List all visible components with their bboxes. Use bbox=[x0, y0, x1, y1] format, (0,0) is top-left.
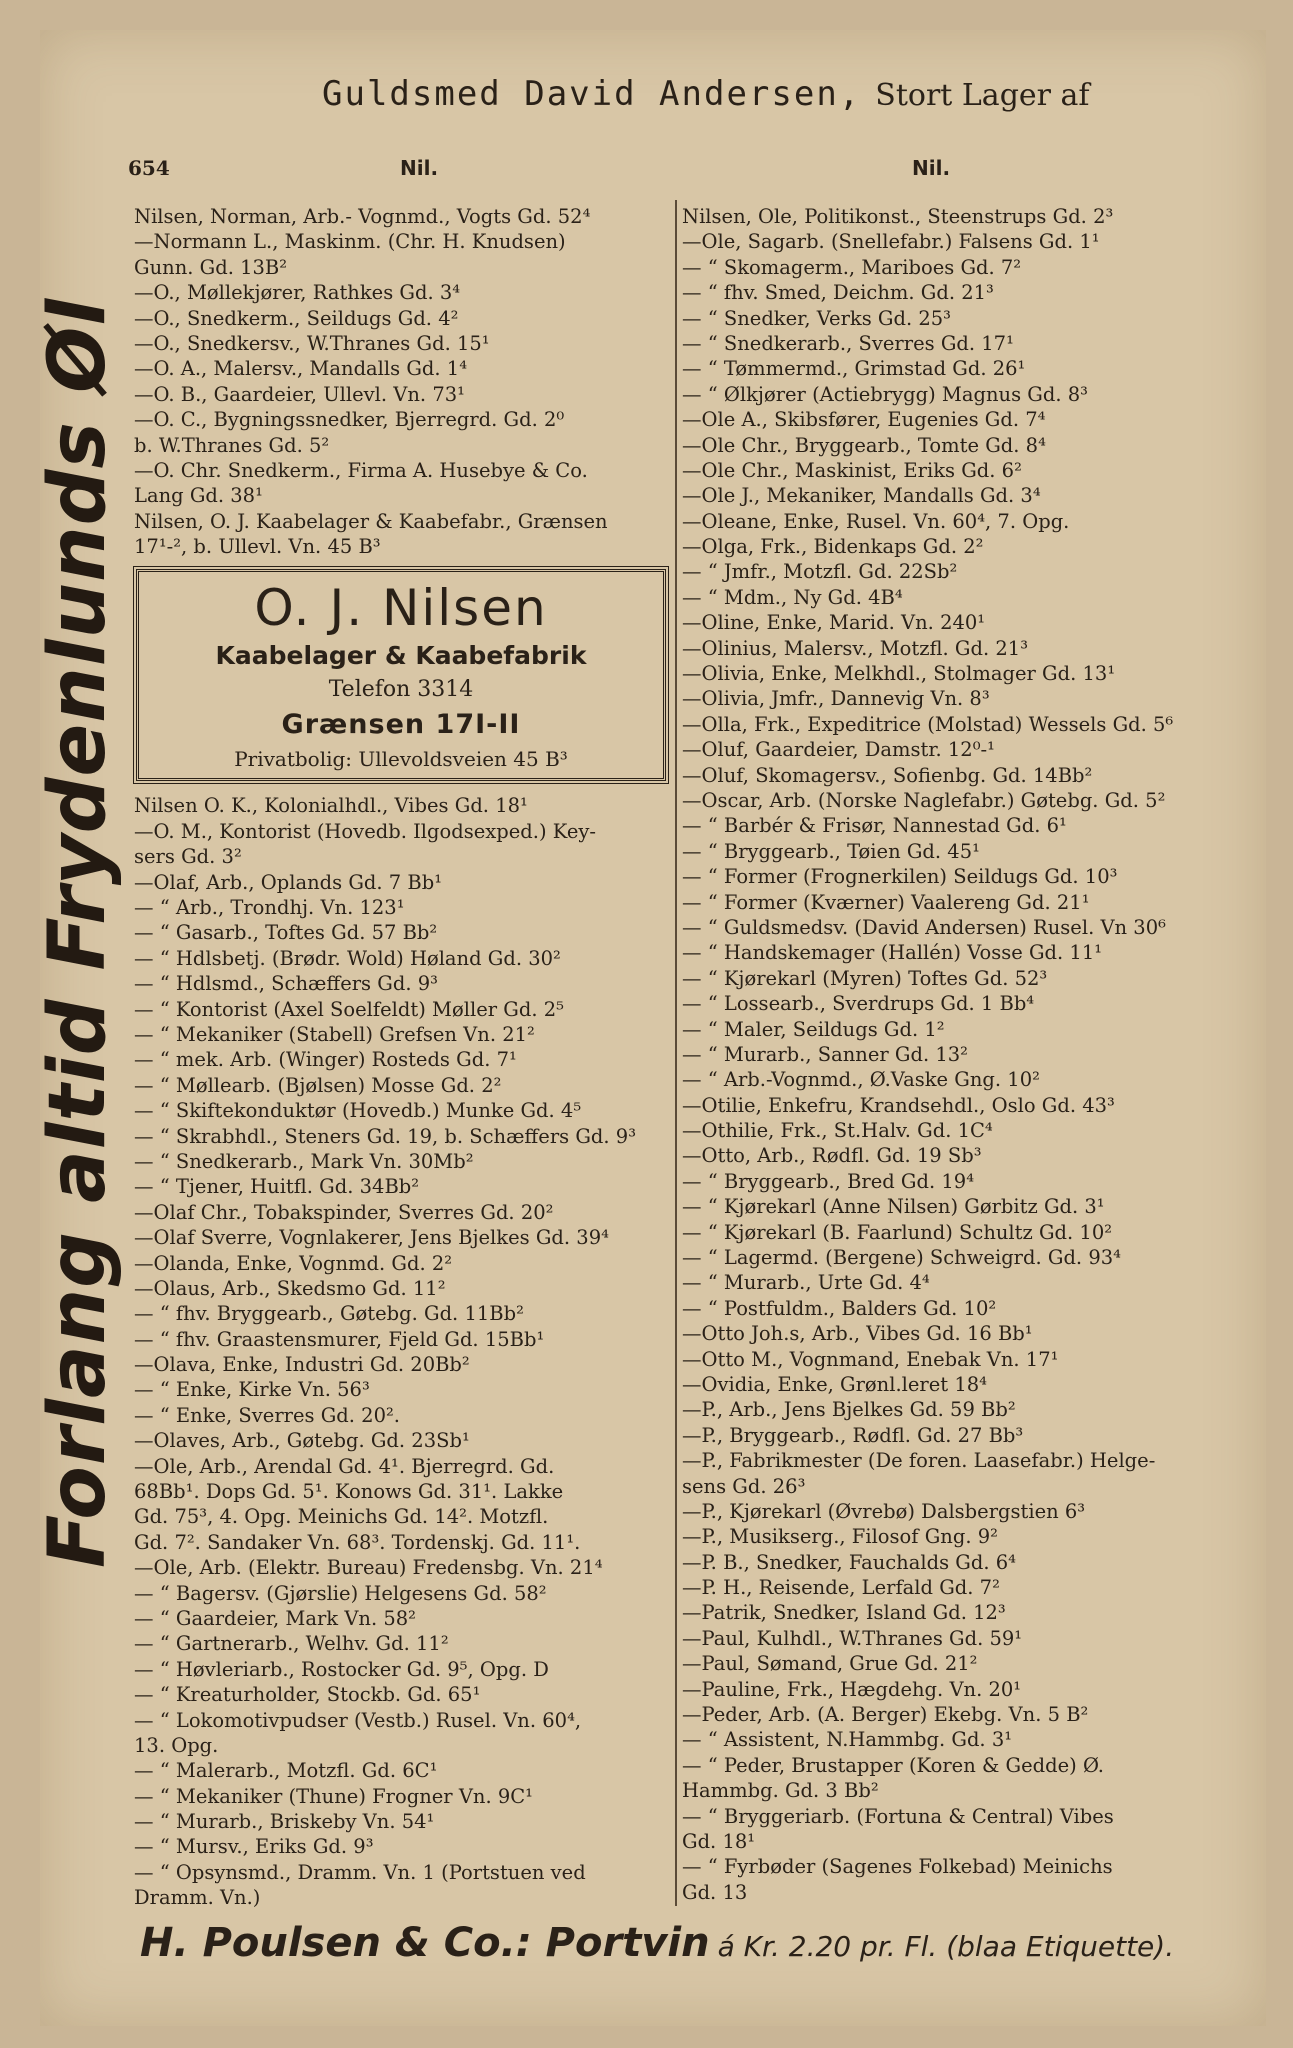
directory-entry: —Ole Chr., Bryggearb., Tomte Gd. 8⁴ bbox=[682, 433, 1046, 457]
directory-entry: — “ Mursv., Eriks Gd. 9³ bbox=[134, 1835, 374, 1859]
box-advertisement bbox=[136, 569, 666, 781]
directory-entry: Gunn. Gd. 13B² bbox=[134, 255, 288, 279]
directory-entry: — “ Murarb., Briskeby Vn. 54¹ bbox=[134, 1810, 435, 1834]
directory-entry: —Oleane, Enke, Rusel. Vn. 60⁴, 7. Opg. bbox=[682, 509, 1070, 533]
directory-entry: sens Gd. 26³ bbox=[682, 1474, 806, 1498]
header-advertisement bbox=[322, 74, 1222, 114]
directory-entry: —Peder, Arb. (A. Berger) Ekebg. Vn. 5 B² bbox=[682, 1703, 1089, 1727]
left-top-entries bbox=[134, 204, 678, 559]
directory-entry: b. W.Thranes Gd. 5² bbox=[134, 433, 330, 457]
directory-entry: — “ Snedker, Verks Gd. 25³ bbox=[682, 306, 952, 330]
left-bottom-entries bbox=[134, 793, 678, 1910]
page-number: 654 bbox=[128, 156, 170, 180]
directory-entry: — “ Kontorist (Axel Soelfeldt) Møller Gd. 2⁵ bbox=[134, 997, 564, 1021]
directory-entry: — “ Arb.-Vognmd., Ø.Vaske Gng. 10² bbox=[682, 1068, 1040, 1092]
directory-entry: —Oluf, Gaardeier, Damstr. 12⁰-¹ bbox=[682, 738, 995, 762]
directory-entry: — “ Handskemager (Hallén) Vosse Gd. 11¹ bbox=[682, 941, 1103, 965]
directory-entry: —Ole A., Skibsfører, Eugenies Gd. 7⁴ bbox=[682, 408, 1046, 432]
directory-entry: —Olivia, Jmfr., Dannevig Vn. 8³ bbox=[682, 687, 990, 711]
directory-entry: — “ Jmfr., Motzfl. Gd. 22Sb² bbox=[682, 560, 958, 584]
directory-entry: —Pauline, Frk., Hægdehg. Vn. 20¹ bbox=[682, 1677, 1022, 1701]
directory-entry: —Olaf, Arb., Oplands Gd. 7 Bb¹ bbox=[134, 870, 443, 894]
directory-entry: — “ Arb., Trondhj. Vn. 123¹ bbox=[134, 896, 405, 920]
directory-entry: — “ fhv. Bryggearb., Gøtebg. Gd. 11Bb² bbox=[134, 1302, 524, 1326]
directory-entry: — “ Kreaturholder, Stockb. Gd. 65¹ bbox=[134, 1683, 481, 1707]
directory-entry: Nilsen, O. J. Kaabelager & Kaabefabr., Grænsen bbox=[134, 509, 608, 533]
directory-entry: — “ Bryggeriarb. (Fortuna & Central) Vibes bbox=[682, 1804, 1114, 1828]
directory-entry: —Olaves, Arb., Gøtebg. Gd. 23Sb¹ bbox=[134, 1429, 470, 1453]
directory-entry: —Olaf Chr., Tobakspinder, Sverres Gd. 20² bbox=[134, 1200, 554, 1224]
footer-advertisement bbox=[140, 1920, 1230, 1966]
directory-entry: — “ Mdm., Ny Gd. 4B⁴ bbox=[682, 585, 903, 609]
directory-entry: —Ole J., Mekaniker, Mandalls Gd. 3⁴ bbox=[682, 484, 1041, 508]
directory-entry: —P., Kjørekarl (Øvrebø) Dalsbergstien 6³ bbox=[682, 1499, 1086, 1523]
directory-entry: —Othilie, Frk., St.Halv. Gd. 1C⁴ bbox=[682, 1119, 993, 1143]
directory-entry: — “ Enke, Kirke Vn. 56³ bbox=[134, 1378, 370, 1402]
directory-entry: —P., Fabrikmester (De foren. Laasefabr.) Helge- bbox=[682, 1449, 1156, 1473]
directory-entry: —Oline, Enke, Marid. Vn. 240¹ bbox=[682, 611, 986, 635]
box-ad-subtitle: Kaabelager & Kaabefabrik bbox=[215, 641, 587, 671]
directory-entry: — “ Maler, Seildugs Gd. 1² bbox=[682, 1017, 945, 1041]
directory-entry: —O. A., Malersv., Mandalls Gd. 1⁴ bbox=[134, 357, 468, 381]
directory-entry: Hammbg. Gd. 3 Bb² bbox=[682, 1779, 879, 1803]
directory-entry: — “ Ølkjører (Actiebrygg) Magnus Gd. 8³ bbox=[682, 382, 1088, 406]
directory-entry: —Olivia, Enke, Melkhdl., Stolmager Gd. 13¹ bbox=[682, 662, 1116, 686]
directory-entry: — “ Tjener, Huitfl. Gd. 34Bb² bbox=[134, 1175, 420, 1199]
directory-entry: — “ Enke, Sverres Gd. 20². bbox=[134, 1403, 401, 1427]
directory-entry: — “ Bryggearb., Bred Gd. 19⁴ bbox=[682, 1169, 975, 1193]
directory-entry: —Otilie, Enkefru, Krandsehdl., Oslo Gd. 43³ bbox=[682, 1093, 1115, 1117]
directory-entry: 13. Opg. bbox=[134, 1733, 219, 1757]
directory-entry: — “ fhv. Graastensmurer, Fjeld Gd. 15Bb¹ bbox=[134, 1327, 545, 1351]
directory-entry: —Olinius, Malersv., Motzfl. Gd. 21³ bbox=[682, 636, 1029, 660]
directory-entry: — “ fhv. Smed, Deichm. Gd. 21³ bbox=[682, 281, 994, 305]
box-ad-private: Privatbolig: Ullevoldsveien 45 B³ bbox=[234, 747, 568, 772]
directory-entry: —Olaus, Arb., Skedsmo Gd. 11² bbox=[134, 1276, 446, 1300]
box-ad-name: O. J. Nilsen bbox=[254, 579, 548, 638]
directory-entry: —O. B., Gaardeier, Ullevl. Vn. 73¹ bbox=[134, 382, 465, 406]
directory-entry: — “ Barbér & Frisør, Nannestad Gd. 6¹ bbox=[682, 814, 1067, 838]
directory-entry: —Ole, Sagarb. (Snellefabr.) Falsens Gd. 1¹ bbox=[682, 230, 1100, 254]
directory-entry: —Paul, Kulhdl., W.Thranes Gd. 59¹ bbox=[682, 1626, 1023, 1650]
directory-entry: — “ Malerarb., Motzfl. Gd. 6C¹ bbox=[134, 1759, 438, 1783]
directory-entry: — “ Snedkerarb., Mark Vn. 30Mb² bbox=[134, 1149, 474, 1173]
directory-entry: —Olaf Sverre, Vognlakerer, Jens Bjelkes Gd. 39⁴ bbox=[134, 1226, 609, 1250]
directory-entry: Nilsen, Ole, Politikonst., Steenstrups Gd. 2³ bbox=[682, 205, 1114, 228]
directory-entry: — “ Former (Kværner) Vaalereng Gd. 21¹ bbox=[682, 890, 1090, 914]
footer-ad-name: H. Poulsen & Co.: Portvin bbox=[140, 1920, 710, 1966]
directory-entry: —Otto M., Vognmand, Enebak Vn. 17¹ bbox=[682, 1347, 1059, 1371]
directory-entry: — “ mek. Arb. (Winger) Rosteds Gd. 7¹ bbox=[134, 1048, 517, 1072]
directory-entry: —Ole, Arb. (Elektr. Bureau) Fredensbg. Vn. 21⁴ bbox=[134, 1556, 603, 1580]
directory-entry: — “ Lokomotivpudser (Vestb.) Rusel. Vn. 60⁴, bbox=[134, 1708, 582, 1732]
directory-entry: — “ Hdlsbetj. (Brødr. Wold) Høland Gd. 30² bbox=[134, 946, 561, 970]
directory-entry: —P., Arb., Jens Bjelkes Gd. 59 Bb² bbox=[682, 1398, 1016, 1422]
directory-entry: — “ Kjørekarl (B. Faarlund) Schultz Gd. 10² bbox=[682, 1220, 1113, 1244]
directory-entry: —Otto Joh.s, Arb., Vibes Gd. 16 Bb¹ bbox=[682, 1322, 1033, 1346]
right-entries bbox=[682, 204, 1222, 1905]
directory-entry: —Olga, Frk., Bidenkaps Gd. 2² bbox=[682, 535, 984, 559]
directory-entry: Gd. 13 bbox=[682, 1880, 748, 1904]
directory-entry: — “ Lossearb., Sverdrups Gd. 1 Bb⁴ bbox=[682, 992, 1035, 1016]
directory-entry: —Patrik, Snedker, Island Gd. 12³ bbox=[682, 1601, 1006, 1625]
directory-entry: — “ Mekaniker (Thune) Frogner Vn. 9C¹ bbox=[134, 1784, 533, 1808]
directory-entry: —Oluf, Skomagersv., Sofienbg. Gd. 14Bb² bbox=[682, 763, 1093, 787]
directory-entry: — “ Skiftekonduktør (Hovedb.) Munke Gd. 4⁵ bbox=[134, 1099, 582, 1123]
directory-entry: —O., Snedkerm., Seildugs Gd. 4² bbox=[134, 306, 459, 330]
right-column bbox=[682, 204, 1222, 1905]
directory-entry: — “ Høvleriarb., Rostocker Gd. 9⁵, Opg. D bbox=[134, 1657, 549, 1681]
directory-entry: —Olla, Frk., Expeditrice (Molstad) Wessels Gd. 5⁶ bbox=[682, 712, 1174, 736]
directory-entry: —O., Snedkersv., W.Thranes Gd. 15¹ bbox=[134, 331, 490, 355]
directory-entry: Nilsen O. K., Kolonialhdl., Vibes Gd. 18¹ bbox=[134, 794, 528, 818]
directory-entry: —Ole, Arb., Arendal Gd. 4¹. Bjerregrd. Gd. bbox=[134, 1454, 555, 1478]
directory-entry: —Paul, Sømand, Grue Gd. 21² bbox=[682, 1652, 978, 1676]
directory-entry: 17¹-², b. Ullevl. Vn. 45 B³ bbox=[134, 535, 381, 559]
directory-entry: — “ Skrabhdl., Steners Gd. 19, b. Schæffers Gd. 9³ bbox=[134, 1124, 637, 1148]
directory-entry: —Oscar, Arb. (Norske Naglefabr.) Gøtebg. Gd. 5² bbox=[682, 788, 1166, 812]
directory-entry: —Olanda, Enke, Vognmd. Gd. 2² bbox=[134, 1251, 453, 1275]
directory-entry: — “ Lagermd. (Bergene) Schweigrd. Gd. 93⁴ bbox=[682, 1246, 1121, 1270]
directory-entry: —Normann L., Maskinm. (Chr. H. Knudsen) bbox=[134, 230, 566, 254]
directory-entry: —Ovidia, Enke, Grønl.leret 18⁴ bbox=[682, 1372, 987, 1396]
box-ad-telefon: Telefon 3314 bbox=[328, 677, 474, 703]
directory-entry: —P. H., Reisende, Lerfald Gd. 7² bbox=[682, 1576, 1000, 1600]
directory-entry: — “ Gasarb., Toftes Gd. 57 Bb² bbox=[134, 921, 438, 945]
directory-entry: —O. M., Kontorist (Hovedb. Ilgodsexped.) Key- bbox=[134, 819, 596, 843]
directory-entry: — “ Opsynsmd., Dramm. Vn. 1 (Portstuen ved bbox=[134, 1860, 586, 1884]
directory-entry: — “ Murarb., Sanner Gd. 13² bbox=[682, 1042, 968, 1066]
directory-entry: —P., Bryggearb., Rødfl. Gd. 27 Bb³ bbox=[682, 1423, 1024, 1447]
directory-entry: —O. C., Bygningssnedker, Bjerregrd. Gd. 2⁰ bbox=[134, 408, 565, 432]
directory-entry: sers Gd. 3² bbox=[134, 845, 242, 869]
footer-ad-rest: á Kr. 2.20 pr. Fl. (blaa Etiquette). bbox=[717, 1930, 1175, 1963]
directory-entry: Nilsen, Norman, Arb.- Vognmd., Vogts Gd. 52⁴ bbox=[134, 205, 591, 228]
directory-entry: —P. B., Snedker, Fauchalds Gd. 6⁴ bbox=[682, 1550, 1016, 1574]
directory-entry: — “ Mekaniker (Stabell) Grefsen Vn. 21² bbox=[134, 1022, 535, 1046]
directory-entry: — “ Bryggearb., Tøien Gd. 45¹ bbox=[682, 839, 980, 863]
running-head-left: Nil. bbox=[400, 156, 439, 180]
directory-entry: Gd. 7². Sandaker Vn. 68³. Tordenskj. Gd. 11¹. bbox=[134, 1530, 581, 1554]
directory-entry: —O. Chr. Snedkerm., Firma A. Husebye & Co. bbox=[134, 458, 588, 482]
directory-entry: 68Bb¹. Dops Gd. 5¹. Konows Gd. 31¹. Lakke bbox=[134, 1480, 564, 1504]
directory-entry: —Ole Chr., Maskinist, Eriks Gd. 6² bbox=[682, 458, 1022, 482]
directory-entry: — “ Gaardeier, Mark Vn. 58² bbox=[134, 1606, 416, 1630]
side-advertisement: Forlang altid Frydenlunds Øl bbox=[33, 297, 123, 1568]
directory-entry: — “ Fyrbøder (Sagenes Folkebad) Meinichs bbox=[682, 1855, 1113, 1879]
directory-entry: —Otto, Arb., Rødfl. Gd. 19 Sb³ bbox=[682, 1144, 982, 1168]
directory-entry: — “ Skomagerm., Mariboes Gd. 7² bbox=[682, 255, 1022, 279]
directory-entry: Lang Gd. 38¹ bbox=[134, 484, 263, 508]
directory-entry: — “ Møllearb. (Bjølsen) Mosse Gd. 2² bbox=[134, 1073, 502, 1097]
box-ad-address: Grænsen 17I-II bbox=[281, 709, 521, 741]
directory-entry: Dramm. Vn.) bbox=[134, 1886, 261, 1910]
directory-entry: — “ Hdlsmd., Schæffers Gd. 9³ bbox=[134, 972, 438, 996]
directory-entry: — “ Bagersv. (Gjørslie) Helgesens Gd. 58² bbox=[134, 1581, 547, 1605]
directory-entry: — “ Murarb., Urte Gd. 4⁴ bbox=[682, 1271, 930, 1295]
left-column bbox=[134, 204, 678, 1911]
directory-entry: — “ Snedkerarb., Sverres Gd. 17¹ bbox=[682, 331, 1014, 355]
directory-entry: —O., Møllekjører, Rathkes Gd. 3⁴ bbox=[134, 281, 461, 305]
running-head-right: Nil. bbox=[912, 156, 951, 180]
directory-entry: — “ Tømmermd., Grimstad Gd. 26¹ bbox=[682, 357, 1026, 381]
directory-entry: Gd. 75³, 4. Opg. Meinichs Gd. 14². Motzfl. bbox=[134, 1505, 549, 1529]
directory-entry: — “ Gartnerarb., Welhv. Gd. 11² bbox=[134, 1632, 449, 1656]
directory-entry: — “ Guldsmedsv. (David Andersen) Rusel. Vn 30⁶ bbox=[682, 915, 1166, 939]
directory-entry: —Olava, Enke, Industri Gd. 20Bb² bbox=[134, 1353, 470, 1377]
header-ad-right: Stort Lager af bbox=[875, 78, 1090, 113]
directory-entry: — “ Kjørekarl (Myren) Toftes Gd. 52³ bbox=[682, 966, 1048, 990]
directory-entry: Gd. 18¹ bbox=[682, 1830, 756, 1853]
directory-entry: — “ Peder, Brustapper (Koren & Gedde) Ø. bbox=[682, 1753, 1104, 1777]
header-ad-left: Guldsmed David Andersen, bbox=[322, 74, 862, 114]
directory-entry: —P., Musikserg., Filosof Gng. 9² bbox=[682, 1525, 998, 1549]
directory-entry: — “ Kjørekarl (Anne Nilsen) Gørbitz Gd. 3¹ bbox=[682, 1195, 1105, 1219]
directory-entry: — “ Assistent, N.Hammbg. Gd. 3¹ bbox=[682, 1728, 1013, 1752]
directory-entry: — “ Postfuldm., Balders Gd. 10² bbox=[682, 1296, 997, 1320]
directory-entry: — “ Former (Frognerkilen) Seildugs Gd. 10³ bbox=[682, 865, 1118, 889]
